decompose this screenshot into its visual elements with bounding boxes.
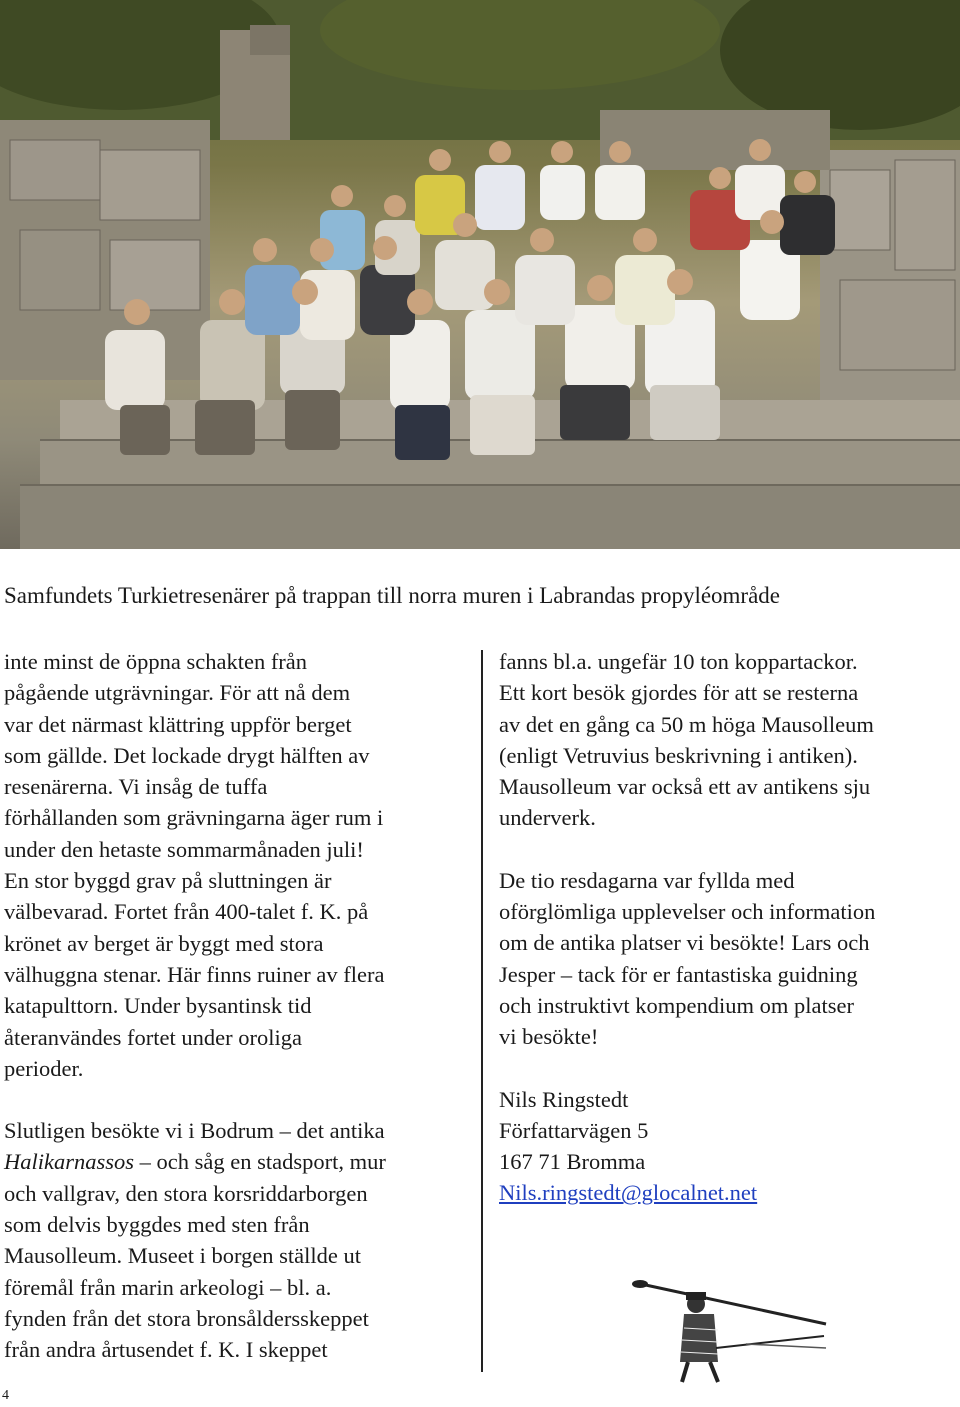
horn-player-drawing bbox=[626, 1278, 836, 1384]
column-divider bbox=[481, 650, 483, 1372]
group-photo-illustration bbox=[0, 0, 960, 549]
horn-player-illustration bbox=[626, 1278, 836, 1384]
text-line: om de antika platser vi besökte! Lars och bbox=[499, 930, 870, 956]
text-line: inte minst de öppna schakten från bbox=[4, 649, 308, 674]
text-line: från andra årtusendet f. K. I skeppet bbox=[4, 1337, 328, 1363]
text-line: Slutligen besökte vi i Bodrum – det antika bbox=[4, 1118, 385, 1144]
text-line: och vallgrav, den stora korsriddarborgen bbox=[4, 1180, 368, 1206]
paragraph-thanks bbox=[499, 865, 959, 1053]
text-line: under den hetaste sommarmånaden juli! bbox=[4, 836, 364, 862]
text-line: föremål från marin arkeologi – bl. a. bbox=[4, 1274, 332, 1300]
italic-place-name: Halikarnassos bbox=[4, 1149, 135, 1175]
signature-block bbox=[499, 1084, 959, 1209]
text-line: oförglömliga upplevelser och information bbox=[499, 899, 876, 925]
text-line: förhållanden som grävningarna äger rum i bbox=[4, 805, 384, 831]
photo-caption: Samfundets Turkietresenärer på trappan till norra muren i Labrandas propyléområde bbox=[4, 583, 781, 608]
text-line: av det en gång ca 50 m höga Mausolleum bbox=[499, 711, 874, 737]
text-line: vi besökte! bbox=[499, 1024, 599, 1050]
text-line: resenärerna. Vi insåg de tuffa bbox=[4, 774, 268, 800]
text-line: Mausolleum var också ett av antikens sju bbox=[499, 774, 871, 800]
text-line: En stor byggd grav på sluttningen är bbox=[4, 868, 332, 894]
text-line: som gällde. Det lockade drygt hälften av bbox=[4, 742, 370, 768]
text-line: pågående utgrävningar. För att nå dem bbox=[4, 680, 351, 706]
text-line: katapulttorn. Under bysantinsk tid bbox=[4, 993, 312, 1019]
author-name: Nils Ringstedt bbox=[499, 1086, 629, 1112]
paragraph-labranda-fort bbox=[4, 646, 474, 1084]
text-line: underverk. bbox=[499, 805, 596, 831]
text-line: krönet av berget är byggt med stora bbox=[4, 930, 324, 956]
text-segment: – och såg en stadsport, mur bbox=[134, 1149, 386, 1175]
author-street: Författarvägen 5 bbox=[499, 1117, 649, 1143]
text-line: återanvändes fortet under oroliga bbox=[4, 1024, 302, 1050]
right-column bbox=[499, 646, 959, 1209]
text-line: och instruktivt kompendium om platser bbox=[499, 992, 854, 1018]
text-line: Mausolleum. Museet i borgen ställde ut bbox=[4, 1243, 362, 1269]
author-email-link[interactable]: Nils.ringstedt@glocalnet.net bbox=[499, 1180, 758, 1206]
paragraph-mausolleum bbox=[499, 646, 959, 834]
text-line bbox=[4, 1146, 474, 1177]
text-line: perioder. bbox=[4, 1055, 84, 1081]
page-number: 4 bbox=[2, 1388, 9, 1403]
text-line: fynden från det stora bronsåldersskeppet bbox=[4, 1305, 369, 1331]
text-line: (enligt Vetruvius beskrivning i antiken). bbox=[499, 742, 858, 768]
text-line: välhuggna stenar. Här finns ruiner av flera bbox=[4, 961, 385, 987]
text-line: som delvis byggdes med sten från bbox=[4, 1212, 310, 1238]
text-line: De tio resdagarna var fyllda med bbox=[499, 867, 795, 893]
author-city: 167 71 Bromma bbox=[499, 1149, 646, 1175]
text-line: välbevarad. Fortet från 400-talet f. K. på bbox=[4, 899, 369, 925]
text-line: fanns bl.a. ungefär 10 ton koppartackor. bbox=[499, 649, 858, 674]
group-photo bbox=[0, 0, 960, 549]
text-line: Jesper – tack för er fantastiska guidning bbox=[499, 961, 858, 987]
text-line: Ett kort besök gjordes för att se resterna bbox=[499, 680, 859, 706]
left-column bbox=[4, 646, 474, 1366]
paragraph-bodrum bbox=[4, 1115, 474, 1365]
text-line: var det närmast klättring uppför berget bbox=[4, 711, 352, 737]
